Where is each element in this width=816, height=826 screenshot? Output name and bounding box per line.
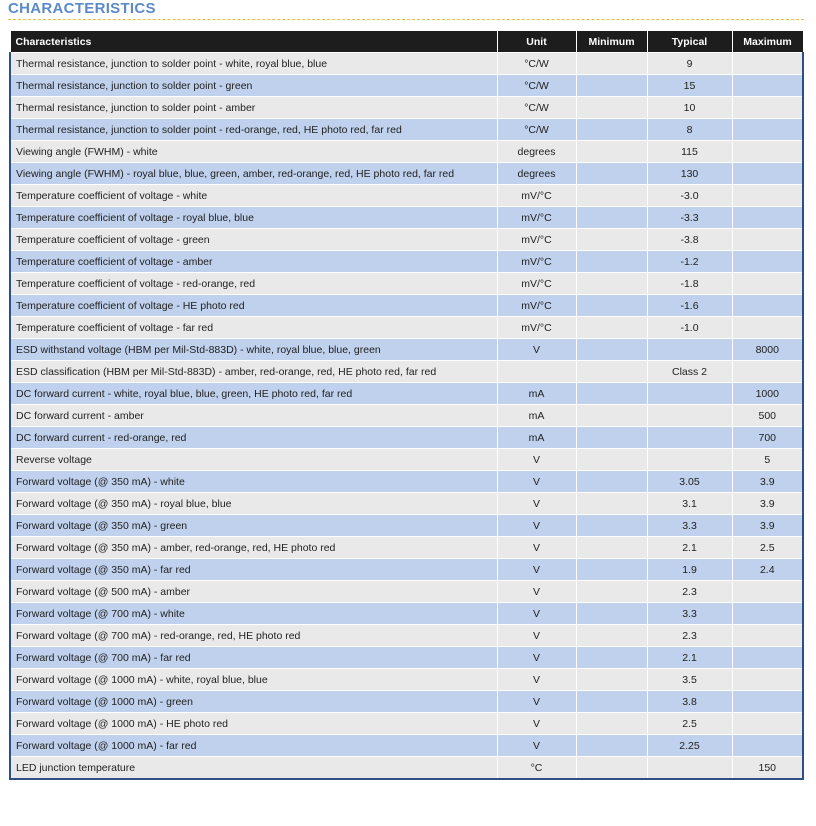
typical-cell <box>647 383 732 405</box>
minimum-cell <box>576 713 647 735</box>
table-row <box>10 757 803 780</box>
minimum-cell <box>576 537 647 559</box>
minimum-cell <box>576 405 647 427</box>
maximum-cell <box>732 229 803 251</box>
typical-cell: 1.9 <box>647 559 732 581</box>
typical-cell: 8 <box>647 119 732 141</box>
unit-cell: mA <box>497 405 576 427</box>
minimum-cell <box>576 361 647 383</box>
unit-cell: V <box>497 339 576 361</box>
unit-cell: V <box>497 713 576 735</box>
typical-cell <box>647 757 732 780</box>
maximum-cell: 8000 <box>732 339 803 361</box>
typical-cell: 3.3 <box>647 515 732 537</box>
characteristic-cell: Temperature coefficient of voltage - red-orange, red <box>10 273 497 295</box>
minimum-cell <box>576 559 647 581</box>
unit-cell: degrees <box>497 141 576 163</box>
typical-cell: -3.8 <box>647 229 732 251</box>
typical-cell: -1.8 <box>647 273 732 295</box>
table-row <box>10 119 803 141</box>
header-maximum: Maximum <box>732 31 803 53</box>
maximum-cell <box>732 53 803 75</box>
minimum-cell <box>576 141 647 163</box>
typical-cell: -1.6 <box>647 295 732 317</box>
minimum-cell <box>576 273 647 295</box>
maximum-cell <box>732 207 803 229</box>
typical-cell: -1.0 <box>647 317 732 339</box>
typical-cell: 2.3 <box>647 581 732 603</box>
unit-cell: V <box>497 581 576 603</box>
table-header <box>10 31 803 53</box>
table-row <box>10 669 803 691</box>
minimum-cell <box>576 669 647 691</box>
characteristic-cell: Temperature coefficient of voltage - amber <box>10 251 497 273</box>
characteristic-cell: LED junction temperature <box>10 757 497 780</box>
typical-cell: -3.3 <box>647 207 732 229</box>
maximum-cell <box>732 163 803 185</box>
characteristic-cell: Forward voltage (@ 1000 mA) - far red <box>10 735 497 757</box>
table-row <box>10 537 803 559</box>
table-row <box>10 97 803 119</box>
characteristic-cell: Forward voltage (@ 700 mA) - white <box>10 603 497 625</box>
unit-cell: mV/°C <box>497 185 576 207</box>
maximum-cell <box>732 669 803 691</box>
table-row <box>10 405 803 427</box>
minimum-cell <box>576 207 647 229</box>
typical-cell: 3.05 <box>647 471 732 493</box>
characteristic-cell: Forward voltage (@ 350 mA) - far red <box>10 559 497 581</box>
minimum-cell <box>576 691 647 713</box>
unit-cell: degrees <box>497 163 576 185</box>
characteristic-cell: Thermal resistance, junction to solder point - green <box>10 75 497 97</box>
typical-cell: 3.8 <box>647 691 732 713</box>
maximum-cell: 5 <box>732 449 803 471</box>
table-row <box>10 581 803 603</box>
maximum-cell <box>732 295 803 317</box>
maximum-cell <box>732 581 803 603</box>
characteristic-cell: ESD withstand voltage (HBM per Mil-Std-883D) - white, royal blue, blue, green <box>10 339 497 361</box>
typical-cell <box>647 339 732 361</box>
table-row <box>10 229 803 251</box>
maximum-cell: 1000 <box>732 383 803 405</box>
unit-cell: mV/°C <box>497 317 576 339</box>
maximum-cell <box>732 97 803 119</box>
minimum-cell <box>576 163 647 185</box>
table-row <box>10 163 803 185</box>
characteristic-cell: Temperature coefficient of voltage - green <box>10 229 497 251</box>
minimum-cell <box>576 735 647 757</box>
table-row <box>10 625 803 647</box>
header-unit: Unit <box>497 31 576 53</box>
characteristic-cell: DC forward current - amber <box>10 405 497 427</box>
maximum-cell: 3.9 <box>732 515 803 537</box>
maximum-cell: 500 <box>732 405 803 427</box>
table-row <box>10 449 803 471</box>
unit-cell: V <box>497 471 576 493</box>
unit-cell: V <box>497 449 576 471</box>
unit-cell: °C/W <box>497 53 576 75</box>
maximum-cell <box>732 713 803 735</box>
table-row <box>10 273 803 295</box>
maximum-cell: 3.9 <box>732 493 803 515</box>
unit-cell: V <box>497 647 576 669</box>
maximum-cell <box>732 361 803 383</box>
typical-cell: -3.0 <box>647 185 732 207</box>
table-row <box>10 647 803 669</box>
characteristic-cell: Temperature coefficient of voltage - white <box>10 185 497 207</box>
typical-cell <box>647 449 732 471</box>
minimum-cell <box>576 185 647 207</box>
unit-cell: mV/°C <box>497 229 576 251</box>
table-row <box>10 339 803 361</box>
minimum-cell <box>576 581 647 603</box>
maximum-cell: 150 <box>732 757 803 780</box>
characteristic-cell: Forward voltage (@ 1000 mA) - green <box>10 691 497 713</box>
minimum-cell <box>576 647 647 669</box>
table-row <box>10 471 803 493</box>
typical-cell: 3.5 <box>647 669 732 691</box>
characteristic-cell: Reverse voltage <box>10 449 497 471</box>
maximum-cell <box>732 625 803 647</box>
characteristic-cell: Forward voltage (@ 350 mA) - amber, red-orange, red, HE photo red <box>10 537 497 559</box>
table-row <box>10 361 803 383</box>
table-row <box>10 317 803 339</box>
maximum-cell: 700 <box>732 427 803 449</box>
unit-cell: V <box>497 691 576 713</box>
table-row <box>10 713 803 735</box>
unit-cell: °C/W <box>497 97 576 119</box>
typical-cell: Class 2 <box>647 361 732 383</box>
unit-cell: mV/°C <box>497 251 576 273</box>
header-minimum: Minimum <box>576 31 647 53</box>
typical-cell: 15 <box>647 75 732 97</box>
minimum-cell <box>576 449 647 471</box>
minimum-cell <box>576 625 647 647</box>
characteristic-cell: Forward voltage (@ 700 mA) - far red <box>10 647 497 669</box>
characteristic-cell: Forward voltage (@ 1000 mA) - white, royal blue, blue <box>10 669 497 691</box>
header-row <box>10 31 803 53</box>
typical-cell: 2.5 <box>647 713 732 735</box>
characteristic-cell: Forward voltage (@ 350 mA) - green <box>10 515 497 537</box>
table-row <box>10 515 803 537</box>
maximum-cell <box>732 317 803 339</box>
maximum-cell <box>732 735 803 757</box>
minimum-cell <box>576 493 647 515</box>
typical-cell: 10 <box>647 97 732 119</box>
table-row <box>10 295 803 317</box>
unit-cell: mV/°C <box>497 295 576 317</box>
unit-cell: mA <box>497 383 576 405</box>
table-row <box>10 493 803 515</box>
unit-cell: °C/W <box>497 75 576 97</box>
unit-cell: mA <box>497 427 576 449</box>
minimum-cell <box>576 427 647 449</box>
unit-cell: V <box>497 537 576 559</box>
unit-cell: °C <box>497 757 576 780</box>
characteristic-cell: Forward voltage (@ 500 mA) - amber <box>10 581 497 603</box>
characteristic-cell: Forward voltage (@ 700 mA) - red-orange, red, HE photo red <box>10 625 497 647</box>
maximum-cell <box>732 273 803 295</box>
characteristic-cell: Viewing angle (FWHM) - white <box>10 141 497 163</box>
typical-cell: 9 <box>647 53 732 75</box>
characteristic-cell: DC forward current - white, royal blue, blue, green, HE photo red, far red <box>10 383 497 405</box>
table-row <box>10 735 803 757</box>
characteristic-cell: Viewing angle (FWHM) - royal blue, blue, green, amber, red-orange, red, HE photo red, far red <box>10 163 497 185</box>
characteristic-cell: ESD classification (HBM per Mil-Std-883D) - amber, red-orange, red, HE photo red, far red <box>10 361 497 383</box>
unit-cell: V <box>497 603 576 625</box>
unit-cell: mV/°C <box>497 207 576 229</box>
characteristic-cell: Thermal resistance, junction to solder point - white, royal blue, blue <box>10 53 497 75</box>
minimum-cell <box>576 603 647 625</box>
characteristic-cell: Temperature coefficient of voltage - royal blue, blue <box>10 207 497 229</box>
typical-cell: 3.1 <box>647 493 732 515</box>
unit-cell: V <box>497 625 576 647</box>
header-characteristics: Characteristics <box>10 31 497 53</box>
table-row <box>10 251 803 273</box>
typical-cell: 115 <box>647 141 732 163</box>
characteristic-cell: Temperature coefficient of voltage - HE photo red <box>10 295 497 317</box>
maximum-cell <box>732 119 803 141</box>
maximum-cell: 2.5 <box>732 537 803 559</box>
typical-cell <box>647 427 732 449</box>
minimum-cell <box>576 317 647 339</box>
minimum-cell <box>576 97 647 119</box>
typical-cell: 2.25 <box>647 735 732 757</box>
typical-cell: 3.3 <box>647 603 732 625</box>
characteristic-cell: Temperature coefficient of voltage - far red <box>10 317 497 339</box>
typical-cell: 2.1 <box>647 647 732 669</box>
unit-cell: V <box>497 493 576 515</box>
typical-cell: 2.3 <box>647 625 732 647</box>
characteristic-cell: Thermal resistance, junction to solder point - amber <box>10 97 497 119</box>
characteristic-cell: Forward voltage (@ 350 mA) - white <box>10 471 497 493</box>
minimum-cell <box>576 757 647 780</box>
table-row <box>10 691 803 713</box>
minimum-cell <box>576 119 647 141</box>
typical-cell: 130 <box>647 163 732 185</box>
maximum-cell <box>732 647 803 669</box>
unit-cell <box>497 361 576 383</box>
maximum-cell <box>732 603 803 625</box>
characteristic-cell: DC forward current - red-orange, red <box>10 427 497 449</box>
section-title: CHARACTERISTICS <box>8 0 156 17</box>
typical-cell: -1.2 <box>647 251 732 273</box>
table-row <box>10 603 803 625</box>
table-row <box>10 383 803 405</box>
table-row <box>10 185 803 207</box>
table-row <box>10 207 803 229</box>
unit-cell: V <box>497 735 576 757</box>
maximum-cell <box>732 185 803 207</box>
unit-cell: mV/°C <box>497 273 576 295</box>
minimum-cell <box>576 229 647 251</box>
table-row <box>10 141 803 163</box>
title-divider <box>8 19 804 20</box>
typical-cell: 2.1 <box>647 537 732 559</box>
maximum-cell <box>732 141 803 163</box>
table-row <box>10 559 803 581</box>
minimum-cell <box>576 383 647 405</box>
maximum-cell <box>732 75 803 97</box>
characteristic-cell: Forward voltage (@ 1000 mA) - HE photo red <box>10 713 497 735</box>
minimum-cell <box>576 515 647 537</box>
minimum-cell <box>576 75 647 97</box>
minimum-cell <box>576 53 647 75</box>
unit-cell: °C/W <box>497 119 576 141</box>
maximum-cell <box>732 251 803 273</box>
typical-cell <box>647 405 732 427</box>
characteristics-table <box>9 30 804 780</box>
table-row <box>10 427 803 449</box>
minimum-cell <box>576 251 647 273</box>
unit-cell: V <box>497 515 576 537</box>
unit-cell: V <box>497 559 576 581</box>
minimum-cell <box>576 295 647 317</box>
table-body <box>10 53 803 780</box>
characteristic-cell: Forward voltage (@ 350 mA) - royal blue, blue <box>10 493 497 515</box>
header-typical: Typical <box>647 31 732 53</box>
minimum-cell <box>576 471 647 493</box>
characteristic-cell: Thermal resistance, junction to solder point - red-orange, red, HE photo red, far red <box>10 119 497 141</box>
table-row <box>10 53 803 75</box>
unit-cell: V <box>497 669 576 691</box>
minimum-cell <box>576 339 647 361</box>
table-row <box>10 75 803 97</box>
maximum-cell <box>732 691 803 713</box>
maximum-cell: 3.9 <box>732 471 803 493</box>
maximum-cell: 2.4 <box>732 559 803 581</box>
